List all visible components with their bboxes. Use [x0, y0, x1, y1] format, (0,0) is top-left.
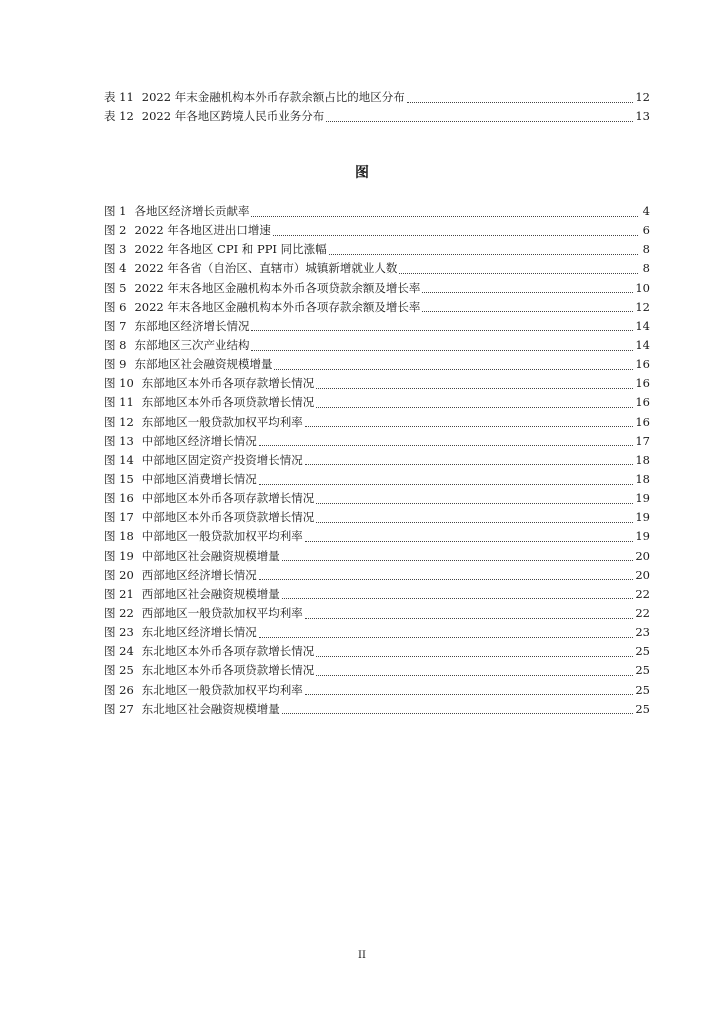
dot-leader	[316, 502, 633, 504]
toc-table-entry-label	[104, 88, 405, 107]
dot-leader	[282, 712, 634, 714]
toc-figure-entry-title: 西部地区社会融资规模增量	[141, 586, 280, 601]
toc-figure-entry-title: 中部地区本外币各项贷款增长情况	[141, 510, 315, 525]
dot-leader	[273, 234, 638, 236]
toc-figure-entry-page: 14	[635, 318, 650, 333]
toc-figure-entry[interactable]	[104, 298, 650, 317]
toc-figure-entry-page: 19	[635, 491, 650, 506]
table-of-figures	[104, 202, 650, 719]
toc-figure-entry-label	[104, 489, 314, 508]
toc-figure-entry-title: 东部地区三次产业结构	[134, 337, 250, 352]
toc-figure-entry-page: 25	[635, 663, 650, 678]
toc-figure-entry-label	[104, 221, 271, 240]
toc-figure-entry[interactable]	[104, 279, 650, 298]
dot-leader	[316, 521, 633, 523]
toc-figure-entry-page: 16	[635, 376, 650, 391]
toc-table-entry-title: 2022 年各地区跨境人民币业务分布	[141, 109, 325, 124]
dot-leader	[305, 540, 634, 542]
toc-figure-entry-page: 10	[635, 280, 650, 295]
toc-figure-entry[interactable]	[104, 681, 650, 700]
toc-figure-entry[interactable]	[104, 585, 650, 604]
toc-figure-entry-number: 图 25	[104, 663, 134, 678]
toc-figure-entry-number: 图 11	[104, 395, 134, 410]
toc-figure-entry[interactable]	[104, 489, 650, 508]
toc-table-entry-label	[104, 107, 324, 126]
toc-figure-entry[interactable]	[104, 355, 650, 374]
toc-figure-entry-number: 图 12	[104, 414, 134, 429]
dot-leader	[316, 406, 633, 408]
toc-figure-entry-number: 图 5	[104, 280, 127, 295]
toc-figure-entry-number: 图 1	[104, 204, 127, 218]
toc-figure-entry-page: 16	[635, 414, 650, 429]
toc-figure-entry-number: 图 18	[104, 529, 134, 544]
toc-figure-entry-number: 图 14	[104, 452, 134, 467]
dot-leader	[422, 291, 633, 293]
toc-figure-entry-label	[104, 661, 314, 680]
dot-leader	[282, 559, 634, 561]
toc-figure-entry-label	[104, 279, 420, 298]
toc-figure-entry-title: 东部地区经济增长情况	[134, 318, 250, 333]
toc-figure-entry-page: 8	[642, 242, 650, 257]
toc-figure-entry-title: 中部地区一般贷款加权平均利率	[141, 529, 303, 544]
toc-figure-entry[interactable]	[104, 336, 650, 355]
toc-figure-entry-label	[104, 355, 272, 374]
dot-leader	[251, 329, 633, 331]
toc-figure-entry-page: 16	[635, 357, 650, 372]
toc-figure-entry-page: 4	[642, 204, 650, 218]
toc-figure-entry-number: 图 8	[104, 337, 127, 352]
toc-figure-entry[interactable]	[104, 623, 650, 642]
toc-figure-entry-title: 中部地区本外币各项存款增长情况	[141, 491, 315, 506]
toc-table-entry-number: 表 11	[104, 90, 134, 104]
dot-leader	[259, 636, 634, 638]
toc-table-entry[interactable]	[104, 107, 650, 126]
toc-figure-entry-label	[104, 604, 303, 623]
toc-figure-entry[interactable]	[104, 451, 650, 470]
toc-figure-entry-page: 6	[642, 223, 650, 238]
toc-figure-entry-number: 图 20	[104, 567, 134, 582]
dot-leader	[274, 368, 633, 370]
toc-figure-entry-page: 20	[635, 548, 650, 563]
toc-figure-entry[interactable]	[104, 661, 650, 680]
toc-figure-entry-label	[104, 642, 314, 661]
toc-figure-entry-number: 图 7	[104, 318, 127, 333]
toc-figure-entry-number: 图 15	[104, 471, 134, 486]
toc-figure-entry-title: 东部地区本外币各项贷款增长情况	[141, 395, 315, 410]
toc-figure-entry-label	[104, 566, 257, 585]
toc-figure-entry[interactable]	[104, 547, 650, 566]
toc-figure-entry-number: 图 10	[104, 376, 134, 391]
toc-table-entry-page: 12	[635, 90, 650, 104]
toc-figure-entry-label	[104, 508, 314, 527]
toc-figure-entry-label	[104, 240, 327, 259]
toc-table-entry-page: 13	[635, 109, 650, 124]
figures-heading: 图	[355, 165, 369, 181]
toc-figure-entry-page: 25	[635, 682, 650, 697]
toc-figure-entry-title: 东北地区一般贷款加权平均利率	[141, 682, 303, 697]
toc-figure-entry[interactable]	[104, 566, 650, 585]
toc-figure-entry-number: 图 17	[104, 510, 134, 525]
dot-leader	[316, 674, 633, 676]
dot-leader	[326, 120, 633, 122]
toc-figure-entry-title: 中部地区消费增长情况	[141, 471, 257, 486]
toc-figure-entry-number: 图 3	[104, 242, 127, 257]
toc-figure-entry-title: 2022 年末各地区金融机构本外币各项贷款余额及增长率	[134, 280, 421, 295]
toc-figure-entry-page: 8	[642, 261, 650, 276]
dot-leader	[407, 101, 634, 103]
toc-figure-entry-number: 图 2	[104, 223, 127, 238]
toc-figure-entry[interactable]	[104, 527, 650, 546]
toc-figure-entry-label	[104, 259, 397, 278]
toc-figure-entry-title: 东北地区本外币各项贷款增长情况	[141, 663, 315, 678]
toc-figure-entry-label	[104, 623, 257, 642]
toc-figure-entry[interactable]	[104, 317, 650, 336]
toc-figure-entry-label	[104, 470, 257, 489]
toc-figure-entry-title: 东部地区一般贷款加权平均利率	[141, 414, 303, 429]
toc-figure-entry-number: 图 19	[104, 548, 134, 563]
toc-figure-entry-label	[104, 451, 303, 470]
toc-figure-entry-title: 2022 年末各地区金融机构本外币各项存款余额及增长率	[134, 299, 421, 314]
toc-figure-entry-title: 东北地区经济增长情况	[141, 625, 257, 640]
toc-figure-entry[interactable]	[104, 700, 650, 719]
toc-figure-entry-label	[104, 700, 280, 719]
toc-figure-entry-title: 西部地区一般贷款加权平均利率	[141, 605, 303, 620]
toc-figure-entry-number: 图 6	[104, 299, 127, 314]
toc-figure-entry-page: 22	[635, 586, 650, 601]
toc-figure-entry-page: 18	[635, 452, 650, 467]
toc-figure-entry-number: 图 26	[104, 682, 134, 697]
dot-leader	[259, 483, 634, 485]
dot-leader	[259, 578, 634, 580]
page-number: II	[358, 950, 366, 961]
table-of-tables	[104, 88, 650, 126]
toc-figure-entry-page: 18	[635, 471, 650, 486]
toc-figure-entry-page: 22	[635, 605, 650, 620]
toc-figure-entry-label	[104, 413, 303, 432]
toc-figure-entry-title: 2022 年各地区 CPI 和 PPI 同比涨幅	[134, 242, 327, 257]
toc-figure-entry-page: 19	[635, 510, 650, 525]
toc-figure-entry[interactable]	[104, 259, 650, 278]
toc-figure-entry-number: 图 27	[104, 701, 134, 716]
toc-table-entry-title: 2022 年末金融机构本外币存款余额占比的地区分布	[141, 90, 405, 104]
toc-figure-entry-page: 25	[635, 644, 650, 659]
toc-figure-entry[interactable]	[104, 642, 650, 661]
toc-table-entry-number: 表 12	[104, 109, 134, 124]
toc-figure-entry-label	[104, 527, 303, 546]
toc-figure-entry-label	[104, 202, 249, 221]
toc-figure-entry[interactable]	[104, 374, 650, 393]
toc-figure-entry-label	[104, 336, 249, 355]
dot-leader	[305, 425, 634, 427]
toc-figure-entry-number: 图 22	[104, 605, 134, 620]
toc-figure-entry-label	[104, 317, 249, 336]
toc-table-entry[interactable]	[104, 88, 650, 107]
toc-figure-entry-page: 20	[635, 567, 650, 582]
toc-figure-entry-title: 中部地区社会融资规模增量	[141, 548, 280, 563]
toc-figure-entry-page: 19	[635, 529, 650, 544]
toc-figure-entry-title: 西部地区经济增长情况	[141, 567, 257, 582]
toc-figure-entry[interactable]	[104, 221, 650, 240]
toc-figure-entry-title: 东北地区本外币各项存款增长情况	[141, 644, 315, 659]
toc-figure-entry-label	[104, 298, 420, 317]
toc-figure-entry-title: 东部地区社会融资规模增量	[134, 357, 273, 372]
toc-figure-entry[interactable]	[104, 393, 650, 412]
toc-figure-entry-number: 图 24	[104, 644, 134, 659]
dot-leader	[316, 387, 633, 389]
toc-figure-entry[interactable]	[104, 604, 650, 623]
toc-figure-entry-page: 14	[635, 337, 650, 352]
toc-figure-entry[interactable]	[104, 202, 650, 221]
toc-figure-entry-label	[104, 585, 280, 604]
toc-figure-entry-label	[104, 374, 314, 393]
toc-figure-entry-page: 12	[635, 299, 650, 314]
dot-leader	[316, 655, 633, 657]
toc-figure-entry-number: 图 9	[104, 357, 127, 372]
toc-figure-entry-title: 2022 年各省（自治区、直辖市）城镇新增就业人数	[134, 261, 398, 276]
dot-leader	[251, 215, 638, 217]
dot-leader	[282, 597, 634, 599]
dot-leader	[305, 463, 634, 465]
toc-figure-entry-page: 16	[635, 395, 650, 410]
toc-figure-entry[interactable]	[104, 432, 650, 451]
toc-figure-entry-number: 图 16	[104, 491, 134, 506]
dot-leader	[305, 693, 634, 695]
toc-figure-entry[interactable]	[104, 413, 650, 432]
toc-figure-entry-title: 中部地区经济增长情况	[141, 433, 257, 448]
toc-figure-entry-number: 图 23	[104, 625, 134, 640]
dot-leader	[251, 349, 633, 351]
dot-leader	[399, 272, 638, 274]
toc-figure-entry-label	[104, 547, 280, 566]
toc-figure-entry[interactable]	[104, 240, 650, 259]
dot-leader	[422, 310, 633, 312]
toc-figure-entry-number: 图 4	[104, 261, 127, 276]
toc-figure-entry-title: 东北地区社会融资规模增量	[141, 701, 280, 716]
toc-figure-entry-label	[104, 432, 257, 451]
toc-figure-entry-label	[104, 393, 314, 412]
toc-figure-entry-title: 东部地区本外币各项存款增长情况	[141, 376, 315, 391]
dot-leader	[259, 444, 634, 446]
toc-figure-entry-number: 图 21	[104, 586, 134, 601]
toc-figure-entry-title: 各地区经济增长贡献率	[134, 204, 250, 218]
dot-leader	[305, 617, 634, 619]
toc-figure-entry-title: 中部地区固定资产投资增长情况	[141, 452, 303, 467]
toc-figure-entry-title: 2022 年各地区进出口增速	[134, 223, 271, 238]
toc-figure-entry-page: 23	[635, 625, 650, 640]
toc-figure-entry[interactable]	[104, 470, 650, 489]
toc-figure-entry-page: 25	[635, 701, 650, 716]
dot-leader	[329, 253, 638, 255]
toc-figure-entry-page: 17	[635, 433, 650, 448]
toc-figure-entry-label	[104, 681, 303, 700]
toc-figure-entry[interactable]	[104, 508, 650, 527]
toc-figure-entry-number: 图 13	[104, 433, 134, 448]
